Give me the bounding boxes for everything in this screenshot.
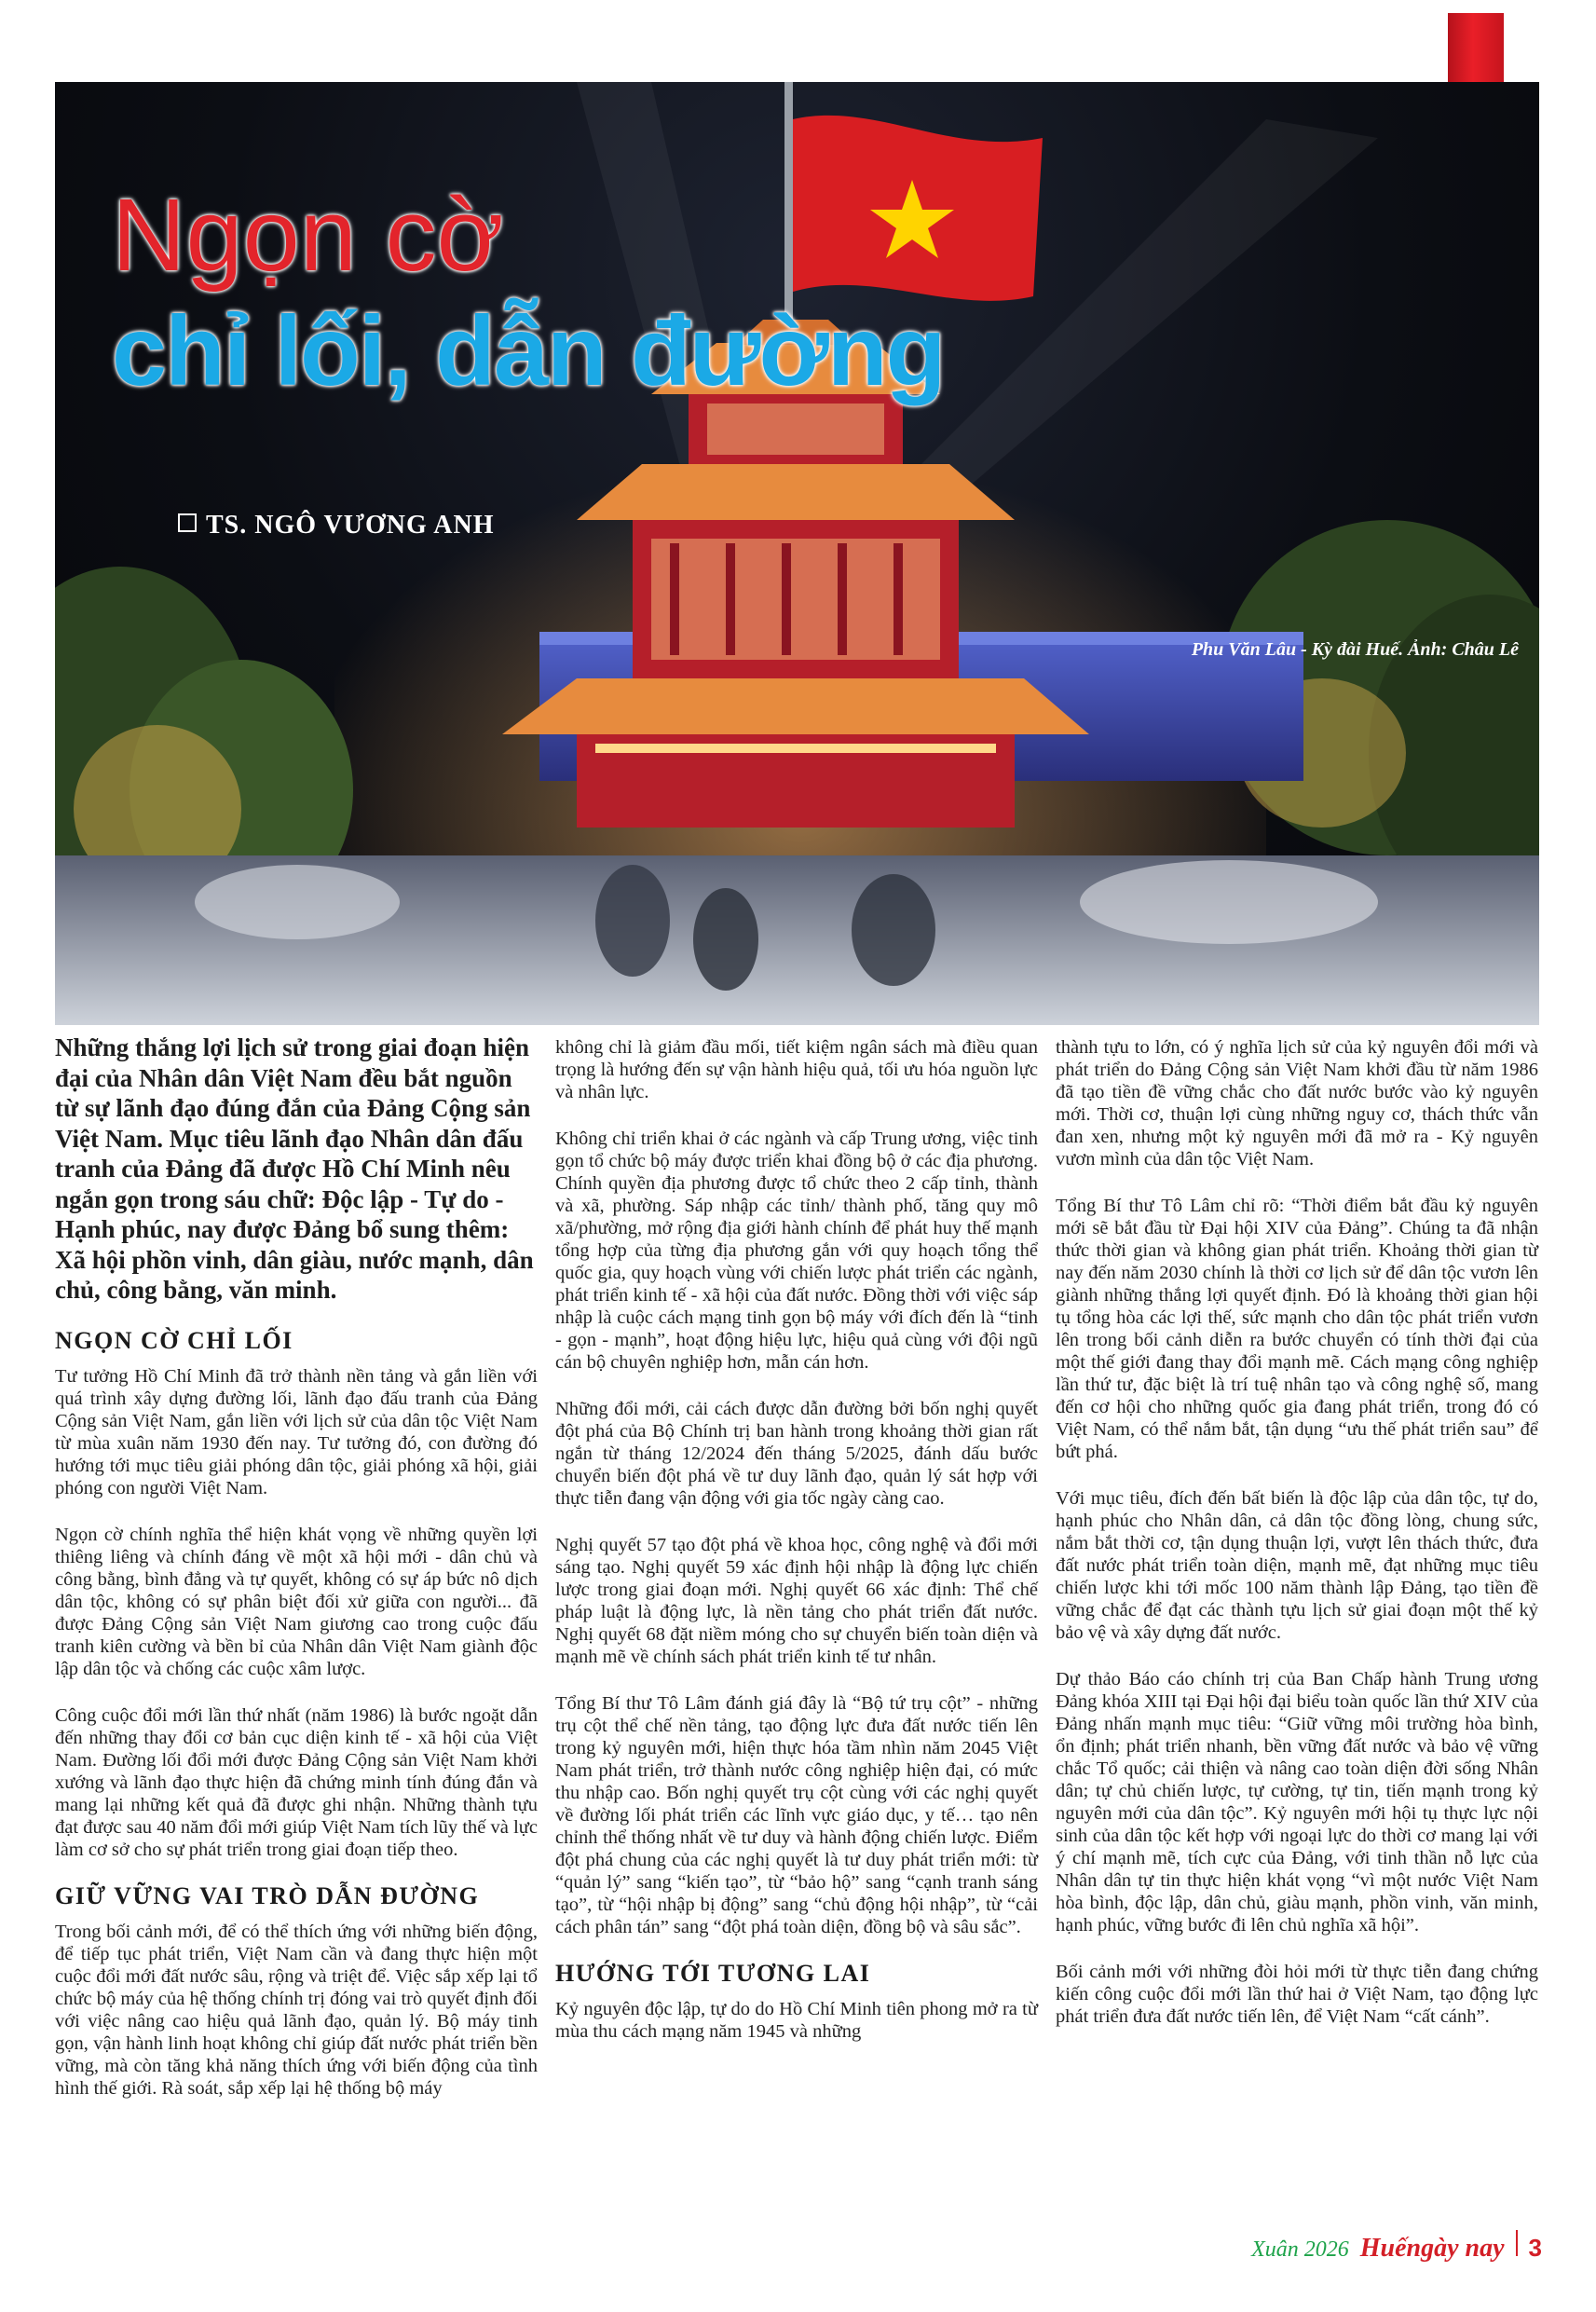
paragraph: Ngọn cờ chính nghĩa thể hiện khát vọng về những quyền lợi thiêng liêng và chính đáng về một xã hội mới - dân chủ và công bằng, bình đẳng và tự quyết, không có sự áp bức nô dịch dân tộc, không có sự phân biệt đối xử giữa con người... đã được Đảng Cộng sản Việt Nam giương cao trong cuộc đấu tranh kiên cường và bền bỉ của Nhân dân Việt Nam giành độc lập dân tộc và chống các cuộc xâm lược. xyxy=(55,1524,538,1679)
section-heading-3: HƯỚNG TỚI TƯƠNG LAI xyxy=(555,1960,871,1987)
section-heading-1: NGỌN CỜ CHỈ LỐI xyxy=(55,1326,293,1354)
article-column-2 xyxy=(555,1036,1038,2067)
title-line-2: chỉ lối, dẫn đường xyxy=(112,296,945,406)
article-column-1 xyxy=(55,1033,538,2124)
lead-paragraph: Những thắng lợi lịch sử trong giai đoạn hiện đại của Nhân dân Việt Nam đều bắt nguồn từ sự lãnh đạo đúng đắn của Đảng Cộng sản Việt Nam. Mục tiêu lãnh đạo Nhân dân đấu tranh của Đảng đã được Hồ Chí Minh nêu ngắn gọn trong sáu chữ: Độc lập - Tự do - Hạnh phúc, nay được Đảng bổ sung thêm: Xã hội phồn vinh, dân giàu, nước mạnh, dân chủ, công bằng, văn minh. xyxy=(55,1033,534,1304)
article-column-3 xyxy=(1056,1036,1538,2052)
author-byline xyxy=(178,511,494,540)
paragraph: Dự thảo Báo cáo chính trị của Ban Chấp hành Trung ương Đảng khóa XIII tại Đại hội đại biểu toàn quốc lần thứ XIV của Đảng nhấn mạnh mục tiêu: “Giữ vững môi trường hòa bình, ổn định; phát triển nhanh, bền vững đất nước và bảo vệ vững chắc Tổ quốc; cải thiện và nâng cao toàn diện đời sống Nhân dân; tự chủ chiến lược, tự cường, tự tin, tiến mạnh trong kỷ nguyên mới của dân tộc”. Kỷ nguyên mới hội tụ thực lực nội sinh của dân tộc kết hợp với ngoại lực do thời cơ mang lại với ý chí mạnh mẽ, tích cực của Đảng, với tinh thần nỗ lực của Nhân dân tự tin thực hiện khát vọng “vì một nước Việt Nam hòa bình, độc lập, dân chủ, giàu mạnh, phồn vinh, văn minh, hạnh phúc, vững bước đi lên chủ nghĩa xã hội”. xyxy=(1056,1669,1538,1936)
pavilion-lower-roof xyxy=(502,678,1089,734)
paragraph: Không chỉ triển khai ở các ngành và cấp Trung ương, việc tinh gọn tổ chức bộ máy được triển khai đồng bộ ở các địa phương. Chính quyền địa phương được tổ chức theo 2 cấp tỉnh, thành và xã, phường. Sáp nhập các tỉnh/ thành phố, tăng quy mô xã/phường, mở rộng địa giới hành chính để phát huy thế mạnh tổng hợp của từng địa phương gắn với quy hoạch tổng thể quốc gia, quy hoạch vùng với chiến lược phát triển các ngành, phát triển kinh tế - xã hội của đất nước. Đồng thời với việc sáp nhập là cuộc cách mạng tinh gọn bộ máy với đích đến là “tinh - gọn - mạnh”, hoạt động hiệu lực, hiệu quả cùng với đội ngũ cán bộ chuyên nghiệp hơn, mẫn cán hơn. xyxy=(555,1129,1038,1373)
pavilion-upper-roof xyxy=(577,464,1015,520)
paragraph: Tổng Bí thư Tô Lâm chỉ rõ: “Thời điểm bắt đầu kỷ nguyên mới sẽ bắt đầu từ Đại hội XIV của Đảng”. Chúng ta đã nhận thức thời gian và không gian phát triển. Khoảng thời gian từ nay đến năm 2030 chính là thời cơ lịch sử để dân tộc vươn lên giành những thắng lợi quyết định. Đó là khoảng thời gian hội tụ tổng hòa các lợi thế, sức mạnh cho dân tộc phát triển vươn lên trong bối cảnh diễn ra bước chuyển có tính thời đại của một thế giới đang thay đổi mạnh mẽ. Cách mạng công nghiệp lần thứ tư, đặc biệt là trí tuệ nhân tạo và công nghệ số, mang đến cơ hội cho những quốc gia đang phát triển, trong đó có Việt Nam, có thể nắm bắt, tận dụng “ưu thế phát triển sau” để bứt phá. xyxy=(1056,1196,1538,1462)
paragraph: Trong bối cảnh mới, để có thể thích ứng với những biến động, để tiếp tục phát triển, Việt Nam cần và đang thực hiện một cuộc đổi mới đất nước sâu, rộng và triệt để. Việc sắp xếp lại tổ chức bộ máy của hệ thống chính trị đóng vai trò quyết định đối với việc nâng cao hiệu quả lãnh đạo, quản lý. Bộ máy tinh gọn, vận hành linh hoạt không chỉ giúp đất nước phát triển bền vững, mà còn tăng khả năng thích ứng với biến động của tình hình thế giới. Rà soát, sắp xếp lại hệ thống bộ máy xyxy=(55,1921,538,2099)
paragraph: Với mục tiêu, đích đến bất biến là độc lập của dân tộc, tự do, hạnh phúc cho Nhân dân, cả dân tộc đồng lòng, chung sức, nắm bắt thời cơ, tận dụng thuận lợi, vượt lên thách thức, đưa đất nước phát triển toàn diện, mạnh mẽ, đạt những mục tiêu chiến lược khi tới mốc 100 năm thành lập Đảng, tạo tiền đề vững chắc để đạt các thành tựu lịch sử giai đoạn một thế kỷ bảo vệ và xây dựng đất nước. xyxy=(1056,1488,1538,1643)
paragraph: Nghị quyết 57 tạo đột phá về khoa học, công nghệ và đổi mới sáng tạo. Nghị quyết 59 xác định hội nhập là động lực chiến lược trong giai đoạn mới. Nghị quyết 66 xác định: Thể chế pháp luật là động lực, là nền tảng cho phát triển đất nước. Nghị quyết 68 đặt niềm móng cho sự chuyển biến toàn diện và mạnh mẽ về chính sách phát triển kinh tế tư nhân. xyxy=(555,1535,1038,1667)
publication-name: Huếngày nay xyxy=(1359,2234,1505,2263)
issue-label: Xuân 2026 xyxy=(1251,2237,1349,2262)
article-title xyxy=(112,178,945,406)
paragraph: Bối cảnh mới với những đòi hỏi mới từ thực tiễn đang chứng kiến công cuộc đổi mới lần thứ hai ở Việt Nam, tạo động lực phát triển đưa đất nước tiến lên, để Việt Nam “cất cánh”. xyxy=(1056,1962,1538,2027)
section-heading-2: GIỮ VỮNG VAI TRÒ DẪN ĐƯỜNG xyxy=(55,1881,480,1909)
section-color-tab xyxy=(1448,13,1504,86)
title-line-1: Ngọn cờ xyxy=(112,178,504,293)
page-number: 3 xyxy=(1528,2234,1542,2262)
byline-box-icon xyxy=(178,513,197,532)
footer-divider xyxy=(1516,2230,1518,2256)
photo-caption: Phu Văn Lâu - Kỳ đài Huế. Ảnh: Châu Lê xyxy=(1191,639,1519,660)
author-name: TS. NGÔ VƯƠNG ANH xyxy=(206,511,495,540)
paragraph: Những đổi mới, cải cách được dẫn đường bởi bốn nghị quyết đột phá của Bộ Chính trị ban hành trong khoảng thời gian rất ngắn từ tháng 12/2024 đến tháng 5/2025, đánh dấu bước chuyển biến đột phá về tư duy lãnh đạo, quản lý sát hợp với thực tiễn đang vận động với gia tốc ngày càng cao. xyxy=(555,1399,1038,1509)
paragraph: thành tựu to lớn, có ý nghĩa lịch sử của kỷ nguyên đổi mới và phát triển do Đảng Cộng sản Việt Nam khởi đầu từ năm 1986 đã tạo tiền đề vững chắc cho đất nước bước vào kỷ nguyên mới. Thời cơ, thuận lợi cùng những nguy cơ, thách thức vẫn đan xen, nhưng một kỷ nguyên mới đã mở ra - Kỷ nguyên vươn mình của dân tộc Việt Nam. xyxy=(1056,1037,1538,1170)
paragraph: Kỷ nguyên độc lập, tự do do Hồ Chí Minh tiên phong mở ra từ mùa thu cách mạng năm 1945 và những xyxy=(555,1999,1038,2042)
paragraph: Tổng Bí thư Tô Lâm đánh giá đây là “Bộ tứ trụ cột” - những trụ cột thể chế nền tảng, tạo động lực đưa đất nước tiến lên trong kỷ nguyên mới, hiện thực hóa tầm nhìn năm 2045 Việt Nam phát triển, trở thành nước công nghiệp hiện đại, có mức thu nhập cao. Bốn nghị quyết trụ cột cùng với các nghị quyết về đường lối phát triển các lĩnh vực giáo dục, y tế… tạo nên chỉnh thể thống nhất về tư duy và hành động chiến lược. Điểm đột phá chung của các nghị quyết là tư duy phát triển mới: từ “quản lý” sang “kiến tạo”, từ “bảo hộ” sang “cạnh tranh sáng tạo”, từ “hội nhập bị động” sang “chủ động hội nhập”, từ “cải cách phân tán” sang “đột phá toàn diện, đồng bộ và sâu sắc”. xyxy=(555,1693,1038,1937)
page-footer xyxy=(1251,2230,1542,2264)
paragraph: không chỉ là giảm đầu mối, tiết kiệm ngân sách mà điều quan trọng là hướng đến sự vận hành hiệu quả, tối ưu hóa nguồn lực và nhân lực. xyxy=(555,1037,1038,1102)
paragraph: Tư tưởng Hồ Chí Minh đã trở thành nền tảng và gắn liền với quá trình xây dựng đường lối, lãnh đạo đấu tranh của Đảng Cộng sản Việt Nam, gắn liền với lịch sử của dân tộc Việt Nam từ mùa xuân năm 1930 đến nay. Tư tưởng đó, con đường đó hướng tới mục tiêu giải phóng dân tộc, giải phóng xã hội, giải phóng con người Việt Nam. xyxy=(55,1365,538,1498)
paragraph: Công cuộc đổi mới lần thứ nhất (năm 1986) là bước ngoặt dẫn đến những thay đổi cơ bản cục diện kinh tế - xã hội của Việt Nam. Đường lối đổi mới được Đảng Cộng sản Việt Nam khởi xướng và lãnh đạo thực hiện đã chứng minh tính đúng đắn và mang lại những kết quả đã được ghi nhận. Những thành tựu đạt được sau 40 năm đổi mới giúp Việt Nam tích lũy thế và lực làm cơ sở cho sự phát triển trong giai đoạn tiếp theo. xyxy=(55,1704,538,1860)
